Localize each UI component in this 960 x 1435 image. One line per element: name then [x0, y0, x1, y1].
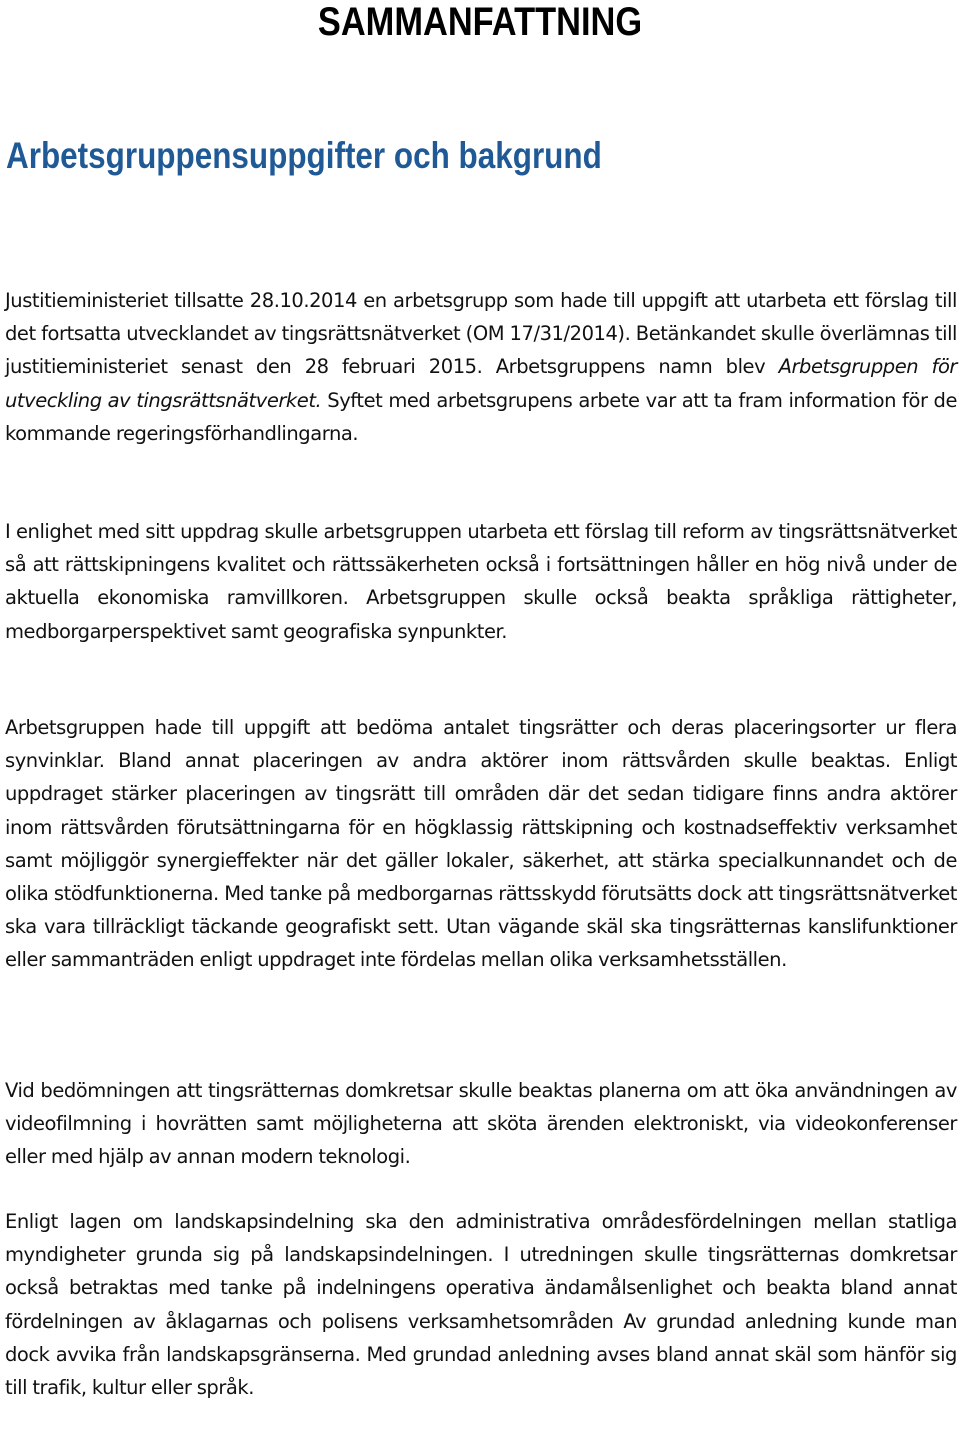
paragraph-1-text: Justitieministeriet tillsatte 28.10.2014 en arbetsgrupp som hade till uppgift att utarbeta ett förslag till det fortsatta utvecklandet av tingsrättsnätverket (OM 17/31/2014). Betänkandet skulle överlämnas till justitieministeriet senast den 28 februari 2015. Arbetsgruppens namn blev — [5, 289, 957, 379]
paragraph-1 — [5, 284, 957, 450]
paragraph-3: Arbetsgruppen hade till uppgift att bedöma antalet tingsrätter och deras placeringsorter ur flera synvinklar. Bland annat placeringen av andra aktörer inom rättsvården skulle beaktas. Enligt uppdraget stärker placeringen av tingsrätt till områden där det sedan tidigare finns andra aktörer inom rättsvården förutsättningarna för en högklassig rättskipning och kostnadseffektiv verksamhet samt möjliggör synergieffekter när det gäller lokaler, säkerhet, att stärka specialkunnandet och de olika stödfunktionerna. Med tanke på medborgarnas rättsskydd förutsätts dock att tingsrättsnätverket ska vara tillräckligt täckande geografiskt sett. Utan vägande skäl ska tingsrätternas kanslifunktioner eller sammanträden enligt uppdraget inte fördelas mellan olika verksamhetsställen. — [5, 716, 957, 972]
paragraph-1-text-end: Syftet med arbetsgrupens arbete var att ta fram information för de kommande regeringsförhandlingarna. — [5, 388, 957, 445]
paragraph-1-italic-name: Arbetsgruppen för utveckling av tingsrättsnätverket. — [5, 355, 957, 412]
document-title: SAMMANFATTNING — [317, 0, 643, 44]
paragraph-4: Vid bedömningen att tingsrätternas domkretsar skulle beaktas planerna om att öka användningen av videofilmning i hovrätten samt möjligheterna att sköta ärenden elektroniskt, via videokonferenser eller med hjälp av annan modern teknologi. — [5, 1079, 957, 1169]
paragraph-5: Enligt lagen om landskapsindelning ska den administrativa områdesfördelningen mellan statliga myndigheter grunda sig på landskapsindelningen. I utredningen skulle tingsrätternas domkretsar också betraktas med tanke på indelningens operativa ändamålsenlighet och beakta bland annat fördelningen av åklagarnas och polisens verksamhetsområden Av grundad anledning kunde man dock avvika från landskapsgränserna. Med grundad anledning avses bland annat skäl som hänför sig till trafik, kultur eller språk. — [5, 1210, 957, 1400]
paragraph-2: I enlighet med sitt uppdrag skulle arbetsgruppen utarbeta ett förslag till reform av tingsrättsnätverket så att rättskipningens kvalitet och rättssäkerheten också i fortsättningen håller en hög nivå under de aktuella ekonomiska ramvillkoren. Arbetsgruppen skulle också beakta språkliga rättigheter, medborgarperspektivet samt geografiska synpunkter. — [5, 520, 957, 643]
section-heading: Arbetsgruppensuppgifter och bakgrund — [6, 135, 602, 176]
